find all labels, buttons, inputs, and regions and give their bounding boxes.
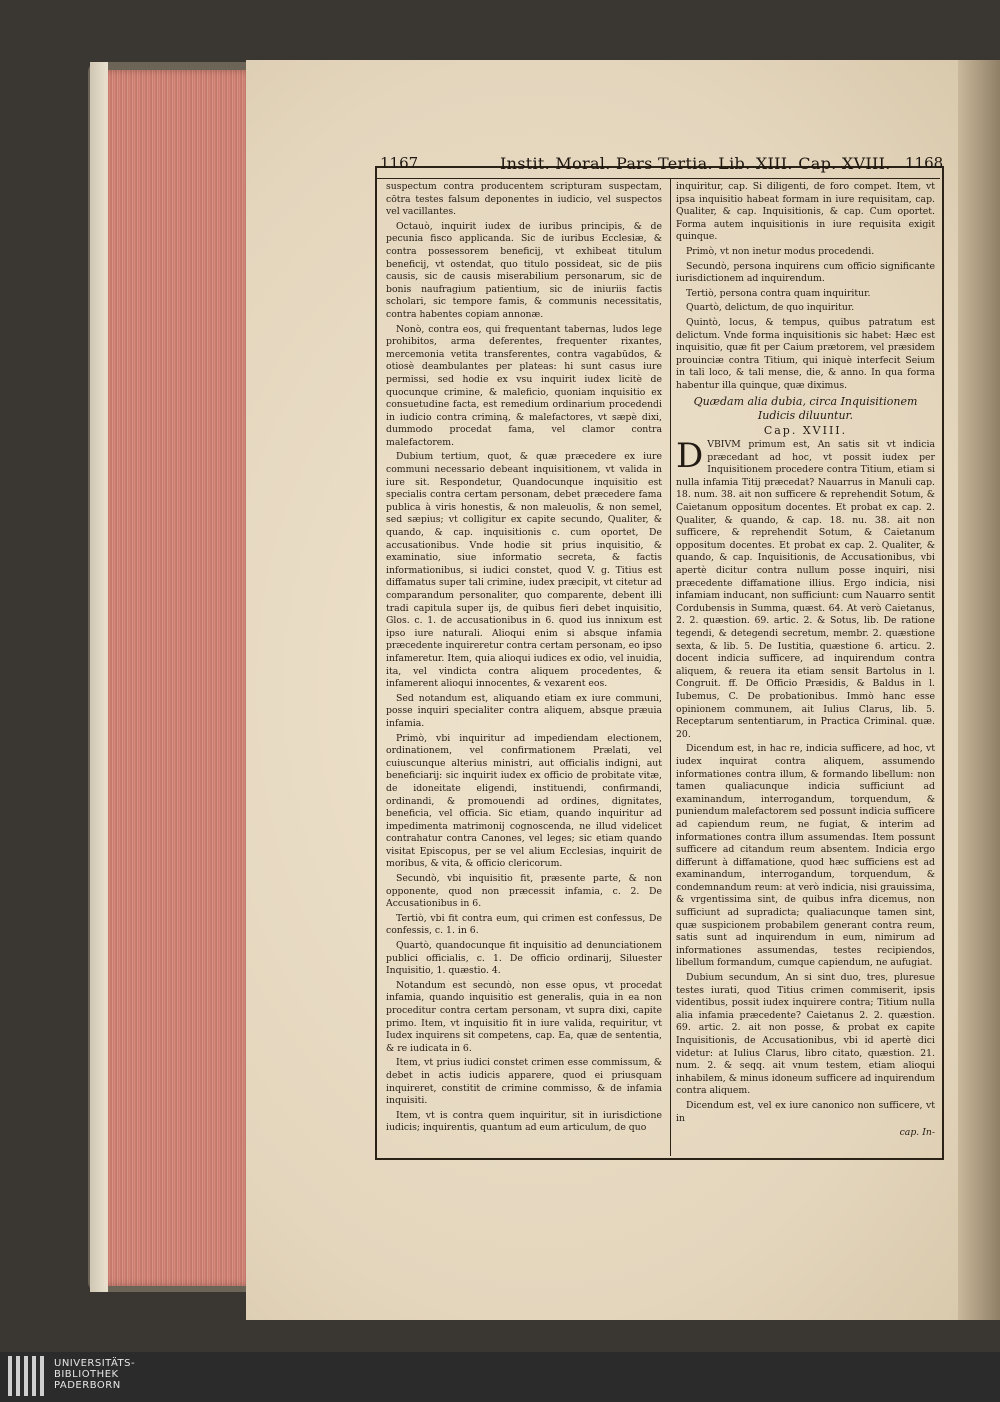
paragraph: Item, vt is contra quem inquiritur, sit in iurisdictione iudicis; inquirentis, quantum ad eum articulum, de quo (386, 1109, 662, 1134)
library-name-line: BIBLIOTHEK (54, 1369, 119, 1380)
paragraph (676, 436, 935, 741)
paragraph: Item, vt prius iudici constet crimen esse commissum, & debet in actis iudicis apparere, quod ei priusquam inquireret, constitit de crimine commisso, & de infamia inquisiti. (386, 1057, 662, 1107)
paragraph: Primò, vt non inetur modus procedendi. (686, 245, 875, 257)
paragraph: Nonò, contra eos, qui frequentant tabernas, ludos lege prohibitos, arma deferentes, frequenter rixantes, mercemonia vetita transferentes, contra vagabūdos, & otiosè deambulantes per plateas: hi sunt casus iure permissi, sed hodie ex vsu inquirit iudex licitè de quocunque crimine, & maleficio, quoniam inquisitio ex consuetudine facta, est remedium ordinarium procedendi in iudicio contra criminą, & malefactores, vt sæpè dixi, dummodo procedat fama, vel clamor contra malefactorem. (386, 323, 662, 448)
running-title: Instit. Moral. Pars Tertia. Lib. XIII. Cap. XVIII. (500, 154, 891, 173)
paragraph: inquiritur, cap. Si diligenti, de foro compet. Item, vt ipsa inquisitio habeat formam in iure requisitam, cap. Qualiter, & cap. Inquisitionis, & cap. Cum oportet. Forma autem inquisitionis in iure requisita exigit quinque. (676, 181, 935, 243)
paragraph: Primò, vbi inquiritur ad impediendam electionem, ordinationem, vel confirmationem Prælati, vel cuiuscunque alterius ministri, aut officialis indigni, aut beneficiarij: sic inquirit iudex ex officio de probitate vitæ, de idoneitate eligendi, instituendi, confirmandi, ordinandi, & promouendi ad ordines, dignitates, beneficia, vel officia. Sic etiam, quando inquiritur ad impedimenta matrimonij cognoscenda, ne illud videlicet contrahatur contra Canones, vel leges; sic etiam quando visitat Episcopus, per se vel alium Ecclesias, inquirit de moribus, & vita, & officio clericorum. (386, 732, 662, 870)
paragraph: Quintò, locus, & tempus, quibus patratum est delictum. Vnde forma inquisitionis sic habet: Hæc est inquisitio, quæ fit per Caium prætorem, vel præsidem prouinciæ contra Titium, qui iniquè interfecit Seium in tali loco, & tali mense, die, & anno. In qua forma habentur illa quinque, quæ diximus. (676, 316, 935, 391)
section-title-line: Iudicis diluuntur. (757, 408, 854, 422)
library-name-line: PADERBORN (54, 1380, 121, 1391)
paragraph: Dubium secundum, An si sint duo, tres, pluresue testes iurati, quod Titius crimen commiserit, ipsis videntibus, possit iudex inquirere contra; Titium nulla alia infamia præcedente? Caietanus 2. 2. quæstion. 69. artic. 2. ait non posse, & probat ex capite Inquisitionis, de Accusationibus, vbi id apertè dici videtur: at Iulius Clarus, libro citato, quæstion. 21. num. 2. & seqq. ait vnum testem, etiam alioqui inhabilem, & minus idoneum sufficere ad inquirendum contra aliquem. (676, 972, 935, 1097)
header-rule (375, 178, 940, 179)
page-fore-edge (104, 70, 256, 1286)
paragraph: Tertiò, vbi fit contra eum, qui crimen est confessus, De confessis, c. 1. in 6. (386, 912, 662, 937)
library-logo-icon (8, 1356, 48, 1396)
paragraph: Sed notandum est, aliquando etiam ex iure communi, posse inquiri specialiter contra aliquem, absque præuia infamia. (386, 692, 662, 729)
paragraph-text: VBIVM primum est, An satis sit vt indicia præcedant ad hoc, vt possit iudex per Inquisitionem procedere contra Titium, etiam si nulla infamia Titij præcedat? Nauarrus in Manuli cap. 18. num. 38. ait non sufficere & reprehendit Sotum, & Caietanum oppositum docentes. Et probat ex cap. 2. Qualiter, & quando, & cap. 18. nu. 38. ait non sufficere, & reprehendit Sotum, & Caietanum oppositum docentes. Et probat ex cap. 2. Qualiter, & quando, & cap. Inquisitionis, de Accusationibus, vbi apertè dicitur contra nullum posse inquiri, nisi præcedente diffamatione illius. Ergo indicia, nisi infamiam inducant, non sufficiunt: cum Nauarro sentit Cordubensis in Summa, quæst. 64. At verò Caietanus, 2. 2. quæstion. 69. artic. 2. & Sotus, lib. De ratione tegendi, & detegendi secretum, membr. 2. quæstione sexta, & lib. 5. De Iustitia, quæstione 6. articu. 2. docent indicia sufficere, ad inquirendum contra aliquem, & reuera ita etiam sensit Bartolus in l. Congruit. ff. De Officio Præsidis, & Baldus in l. Iubemus, C. De probationibus. Immò hanc esse opinionem communem, ait Iulius Clarus, lib. 5. Receptarum sententiarum, in Practica Criminal. quæ. 20. (676, 439, 935, 740)
library-name (54, 1358, 135, 1391)
page-number-right: 1168 (905, 154, 944, 172)
paragraph: suspectum contra producentem scripturam suspectam, cōtra testes falsum deponentes in iudicio, vel suspectos vel vacillantes. (386, 181, 662, 218)
page-gutter-shadow (958, 60, 1000, 1320)
page-number-left: 1167 (380, 154, 419, 172)
column-rule (670, 179, 671, 1156)
paragraph: Dubium tertium, quot, & quæ præcedere ex iure communi necessario debeant inquisitionem, vt valida in iure sit. Respondetur, Quandocunque inquisitio est specialis contra certam personam, debet præcedere fama publica à viris honestis, & non maleuolis, & non semel, sed sæpius; vt colligitur ex capite secundo, Qualiter, & quando, & cap. inquisitionis c. cum oportet, De accusationibus. Vnde hodie sit prius inquisitio, & examinatio, siue informatio secreta, & factis informationibus, si iudici constet, quod V. g. Titius est diffamatus super tali crimine, iudex præcipit, vt citetur ad comparandum personaliter, quo comparente, debent illi tradi capitula super ijs, de quibus fieri debet inquisitio, Glos. c. 1. de accusationibus in 6. quod ius innixum est ipso iure naturali. Alioqui enim si absque infamia præcedente inquireretur contra certam personam, eo ipso infameretur. Item, quia alioqui iudices ex odio, vel inuidia, ita, vel vindicta contra aliquem procedentes, & infamerent alioqui innocentes, & vexarent eos. (386, 451, 662, 690)
library-footer (0, 1352, 1000, 1402)
paragraph: Secundò, vbi inquisitio fit, præsente parte, & non opponente, quod non præcessit infamia, c. 2. De Accusationibus in 6. (386, 873, 662, 910)
paragraph: Octauò, inquirit iudex de iuribus principis, & de pecunia fisco applicanda. Sic de iuribus Ecclesiæ, & contra possessorem beneficij, vt exhibeat titulum beneficij, vt ostendat, quo titulo possideat, sic de piis causis, sic de causis miserabilium personarum, sic de bonis naufragium patientium, sic de iniuriis factis scholari, sic tempore famis, & communis necessitatis, contra habentes copiam annonæ. (386, 220, 662, 320)
paragraph: Dicendum est, in hac re, indicia sufficere, ad hoc, vt iudex inquirat contra aliquem, assumendo informationes contra illum, & formando libellum: non tamen qualiacunque indicia sufficiunt ad examinandum, interrogandum, torquendum, & puniendum malefactorem sed possunt indicia sufficere ad capiendum reum, ne fugiat, & interim ad informationes contra illum assumendas. Item possunt sufficere ad citandum reum absentem. Indicia ergo differunt à diffamatione, quod hæc sufficiens est ad examinandum, interrogandum, torquendum, & condemnandum reum: at verò indicia, nisi grauissima, & vrgentissima sint, de quibus infra dicemus, non sufficiunt ad supradicta; qualiacunque tamen sint, quæ suspicionem probabilem generant contra reum, satis sunt ad inquirendum in eum, nimirum ad informationes assumendas, testes recipiendos, libellum formandum, cumque capiendum, ne aufugiat. (676, 743, 935, 969)
paragraph: Notandum est secundò, non esse opus, vt procedat infamia, quando inquisitio est generalis, quia in ea non proceditur contra certam personam, vt supra dixi, capite primo. Item, vt inquisitio fit in iure valida, requiritur, vt Iudex inquirens sit competens, cap. Ea, quæ de sententia, & re iudicata in 6. (386, 979, 662, 1054)
right-column (676, 181, 935, 1142)
paragraph: Tertiò, persona contra quam inquiritur. (686, 287, 871, 299)
library-name-line: UNIVERSITÄTS- (54, 1358, 136, 1369)
section-title (676, 395, 935, 423)
paragraph: Quartò, delictum, de quo inquiritur. (686, 302, 855, 314)
left-column (386, 181, 662, 1137)
paragraph: Secundò, persona inquirens cum officio significante iurisdictionem ad inquirendum. (676, 260, 935, 285)
section-title-line: Quædam alia dubia, circa Inquisitionem (693, 394, 918, 408)
paragraph: Dicendum est, vel ex iure canonico non sufficere, vt in (676, 1099, 935, 1124)
paragraph: Quartò, quandocunque fit inquisitio ad denunciationem publici officialis, c. 1. De officio ordinarij, Siluester Inquisitio, 1. quæstio. 4. (386, 940, 662, 977)
catchword: cap. In- (899, 1127, 935, 1139)
drop-capital: D (676, 436, 704, 477)
chapter-heading: Cap. XVIII. (763, 423, 848, 437)
